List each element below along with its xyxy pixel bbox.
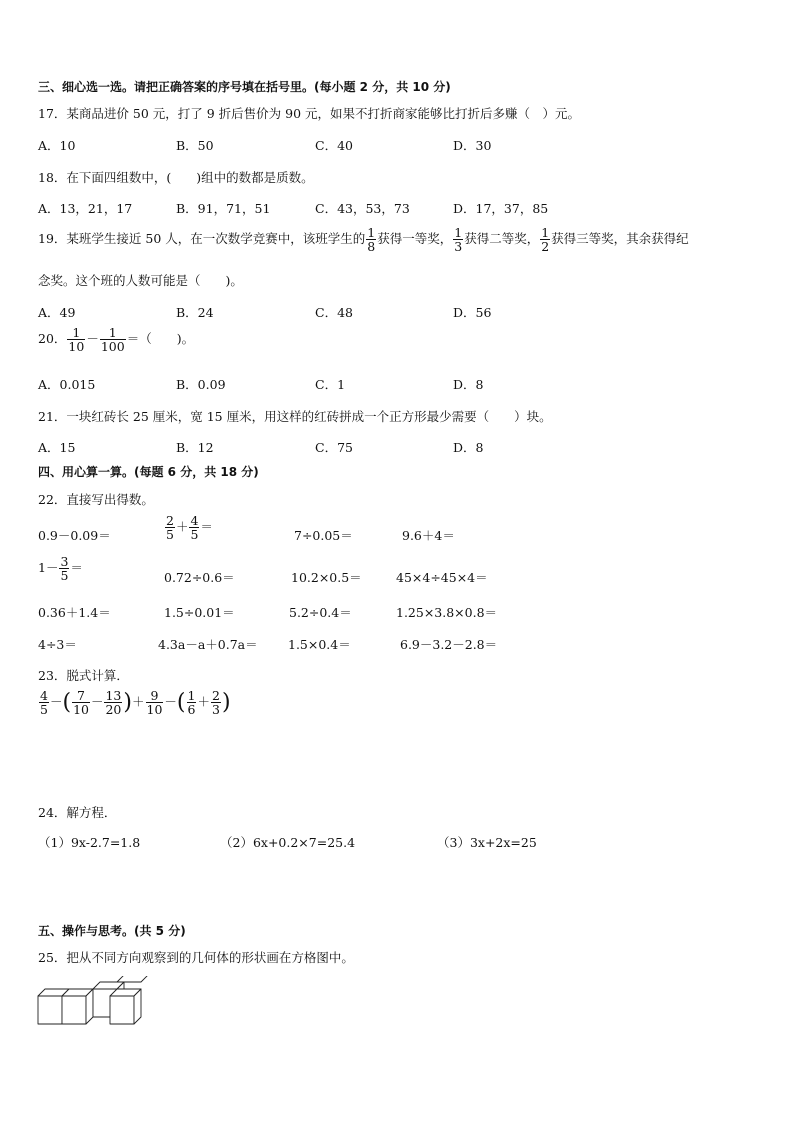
fraction: $\frac{1}{8}$: [367, 225, 376, 255]
question-25: 25．把从不同方向观察到的几何体的形状画在方格图中。: [38, 950, 354, 965]
plus-sign: ＋: [175, 519, 189, 535]
fraction: $\frac{1}{100}$: [100, 325, 125, 355]
calc-item-fraction: [164, 514, 213, 541]
calc-item: 6.9－3.2－2.8＝: [400, 637, 498, 652]
question-24: 24．解方程．: [38, 805, 117, 820]
fraction: $\frac{7}{10}$: [73, 688, 89, 718]
fraction: $\frac{1}{2}$: [541, 225, 550, 255]
q19-text-post: 获得三等奖，其余获得纪: [551, 231, 689, 247]
calc-item: 4.3a－a＋0.7a＝: [158, 637, 258, 652]
fraction: $\frac{1}{3}$: [454, 225, 463, 255]
question-19-line1: [38, 226, 689, 253]
calc-prefix: 1－: [38, 560, 59, 576]
fraction: $\frac{1}{6}$: [187, 688, 196, 718]
calc-item-fraction: [38, 555, 83, 582]
q19-text-mid1: 获得一等奖，: [377, 231, 453, 247]
equals-sign: ＝: [200, 519, 213, 535]
fraction: $\frac{4}{5}$: [190, 513, 199, 543]
question-20: [38, 326, 194, 353]
fraction: $\frac{13}{20}$: [105, 688, 122, 718]
minus-sign: －: [164, 694, 177, 710]
q19-option-a: A．49: [38, 305, 76, 320]
q17-option-b: B．50: [176, 138, 214, 153]
question-21: 21．一块红砖长 25 厘米，宽 15 厘米，用这样的红砖拼成一个正方形最少需要（ ）块。: [38, 409, 552, 424]
left-paren: (: [62, 689, 72, 715]
calc-item: 1.25×3.8×0.8＝: [396, 605, 498, 620]
fraction: $\frac{9}{10}$: [146, 688, 163, 718]
calc-item: 7÷0.05＝: [294, 528, 353, 543]
cubes-figure: [36, 976, 154, 1028]
q21-option-a: A．15: [38, 440, 76, 455]
right-paren: ): [221, 689, 231, 715]
question-23: 23．脱式计算．: [38, 668, 129, 683]
calc-item: 1.5×0.4＝: [288, 637, 351, 652]
q17-option-a: A．10: [38, 138, 76, 153]
q18-option-d: D．17，37，85: [453, 201, 549, 216]
fraction: $\frac{2}{3}$: [211, 688, 220, 718]
q17-option-c: C．40: [315, 138, 353, 153]
q18-option-b: B．91，71，51: [176, 201, 271, 216]
calc-item: 4÷3＝: [38, 637, 77, 652]
question-18: 18．在下面四组数中，( )组中的数都是质数。: [38, 170, 314, 185]
equation-3: （3）3x+2x=25: [437, 835, 537, 850]
q20-tail: ＝（ )。: [126, 331, 195, 347]
equation-2: （2）6x+0.2×7=25.4: [220, 835, 356, 850]
calc-item: 1.5÷0.01＝: [164, 605, 235, 620]
calc-item: 45×4÷45×4＝: [396, 570, 488, 585]
q19-option-c: C．48: [315, 305, 353, 320]
section-5-title: 五、操作与思考。(共 5 分): [38, 924, 186, 938]
q19-option-b: B．24: [176, 305, 214, 320]
equals-sign: ＝: [70, 560, 83, 576]
fraction: $\frac{3}{5}$: [60, 554, 69, 584]
q20-option-a: A．0.015: [38, 377, 96, 392]
section-3-title: 三、细心选一选。请把正确答案的序号填在括号里。(每小题 2 分，共 10 分): [38, 80, 451, 94]
calc-item: 10.2×0.5＝: [291, 570, 362, 585]
q20-option-d: D．8: [453, 377, 484, 392]
q20-option-c: C．1: [315, 377, 346, 392]
minus-sign: －: [86, 331, 99, 347]
section-4-title: 四、用心算一算。(每题 6 分，共 18 分): [38, 465, 259, 479]
question-19-line2: 念奖。这个班的人数可能是（ )。: [38, 273, 243, 288]
q19-text-pre: 19．某班学生接近 50 人，在一次数学竞赛中，该班学生的: [38, 231, 366, 247]
minus-sign: －: [49, 694, 63, 710]
calc-item: 0.36＋1.4＝: [38, 605, 111, 620]
q18-option-a: A．13，21，17: [38, 201, 133, 216]
fraction: $\frac{4}{5}$: [40, 688, 48, 718]
equation-1: （1）9x-2.7=1.8: [38, 835, 141, 850]
left-paren: (: [176, 689, 186, 715]
q19-option-d: D．56: [453, 305, 492, 320]
q20-number: 20．: [38, 331, 67, 347]
calc-item: 5.2÷0.4＝: [289, 605, 352, 620]
q21-option-b: B．12: [176, 440, 214, 455]
q20-option-b: B．0.09: [176, 377, 226, 392]
question-22: 22．直接写出得数。: [38, 492, 154, 507]
calc-item: 0.9－0.09＝: [38, 528, 111, 543]
q23-expression: [38, 689, 231, 716]
q17-option-d: D．30: [453, 138, 492, 153]
q18-option-c: C．43，53，73: [315, 201, 410, 216]
minus-sign: －: [90, 694, 104, 710]
calc-item: 9.6＋4＝: [402, 528, 455, 543]
plus-sign: ＋: [197, 694, 210, 710]
q19-text-mid2: 获得二等奖，: [464, 231, 540, 247]
calc-item: 0.72÷0.6＝: [164, 570, 235, 585]
question-17: 17．某商品进价 50 元，打了 9 折后售价为 90 元，如果不打折商家能够比打折后多赚（ ）元。: [38, 106, 581, 121]
fraction: $\frac{1}{10}$: [68, 325, 85, 355]
plus-sign: ＋: [131, 694, 145, 710]
q21-option-c: C．75: [315, 440, 353, 455]
q21-option-d: D．8: [453, 440, 484, 455]
right-paren: ): [123, 689, 132, 715]
fraction: $\frac{2}{5}$: [166, 513, 174, 543]
